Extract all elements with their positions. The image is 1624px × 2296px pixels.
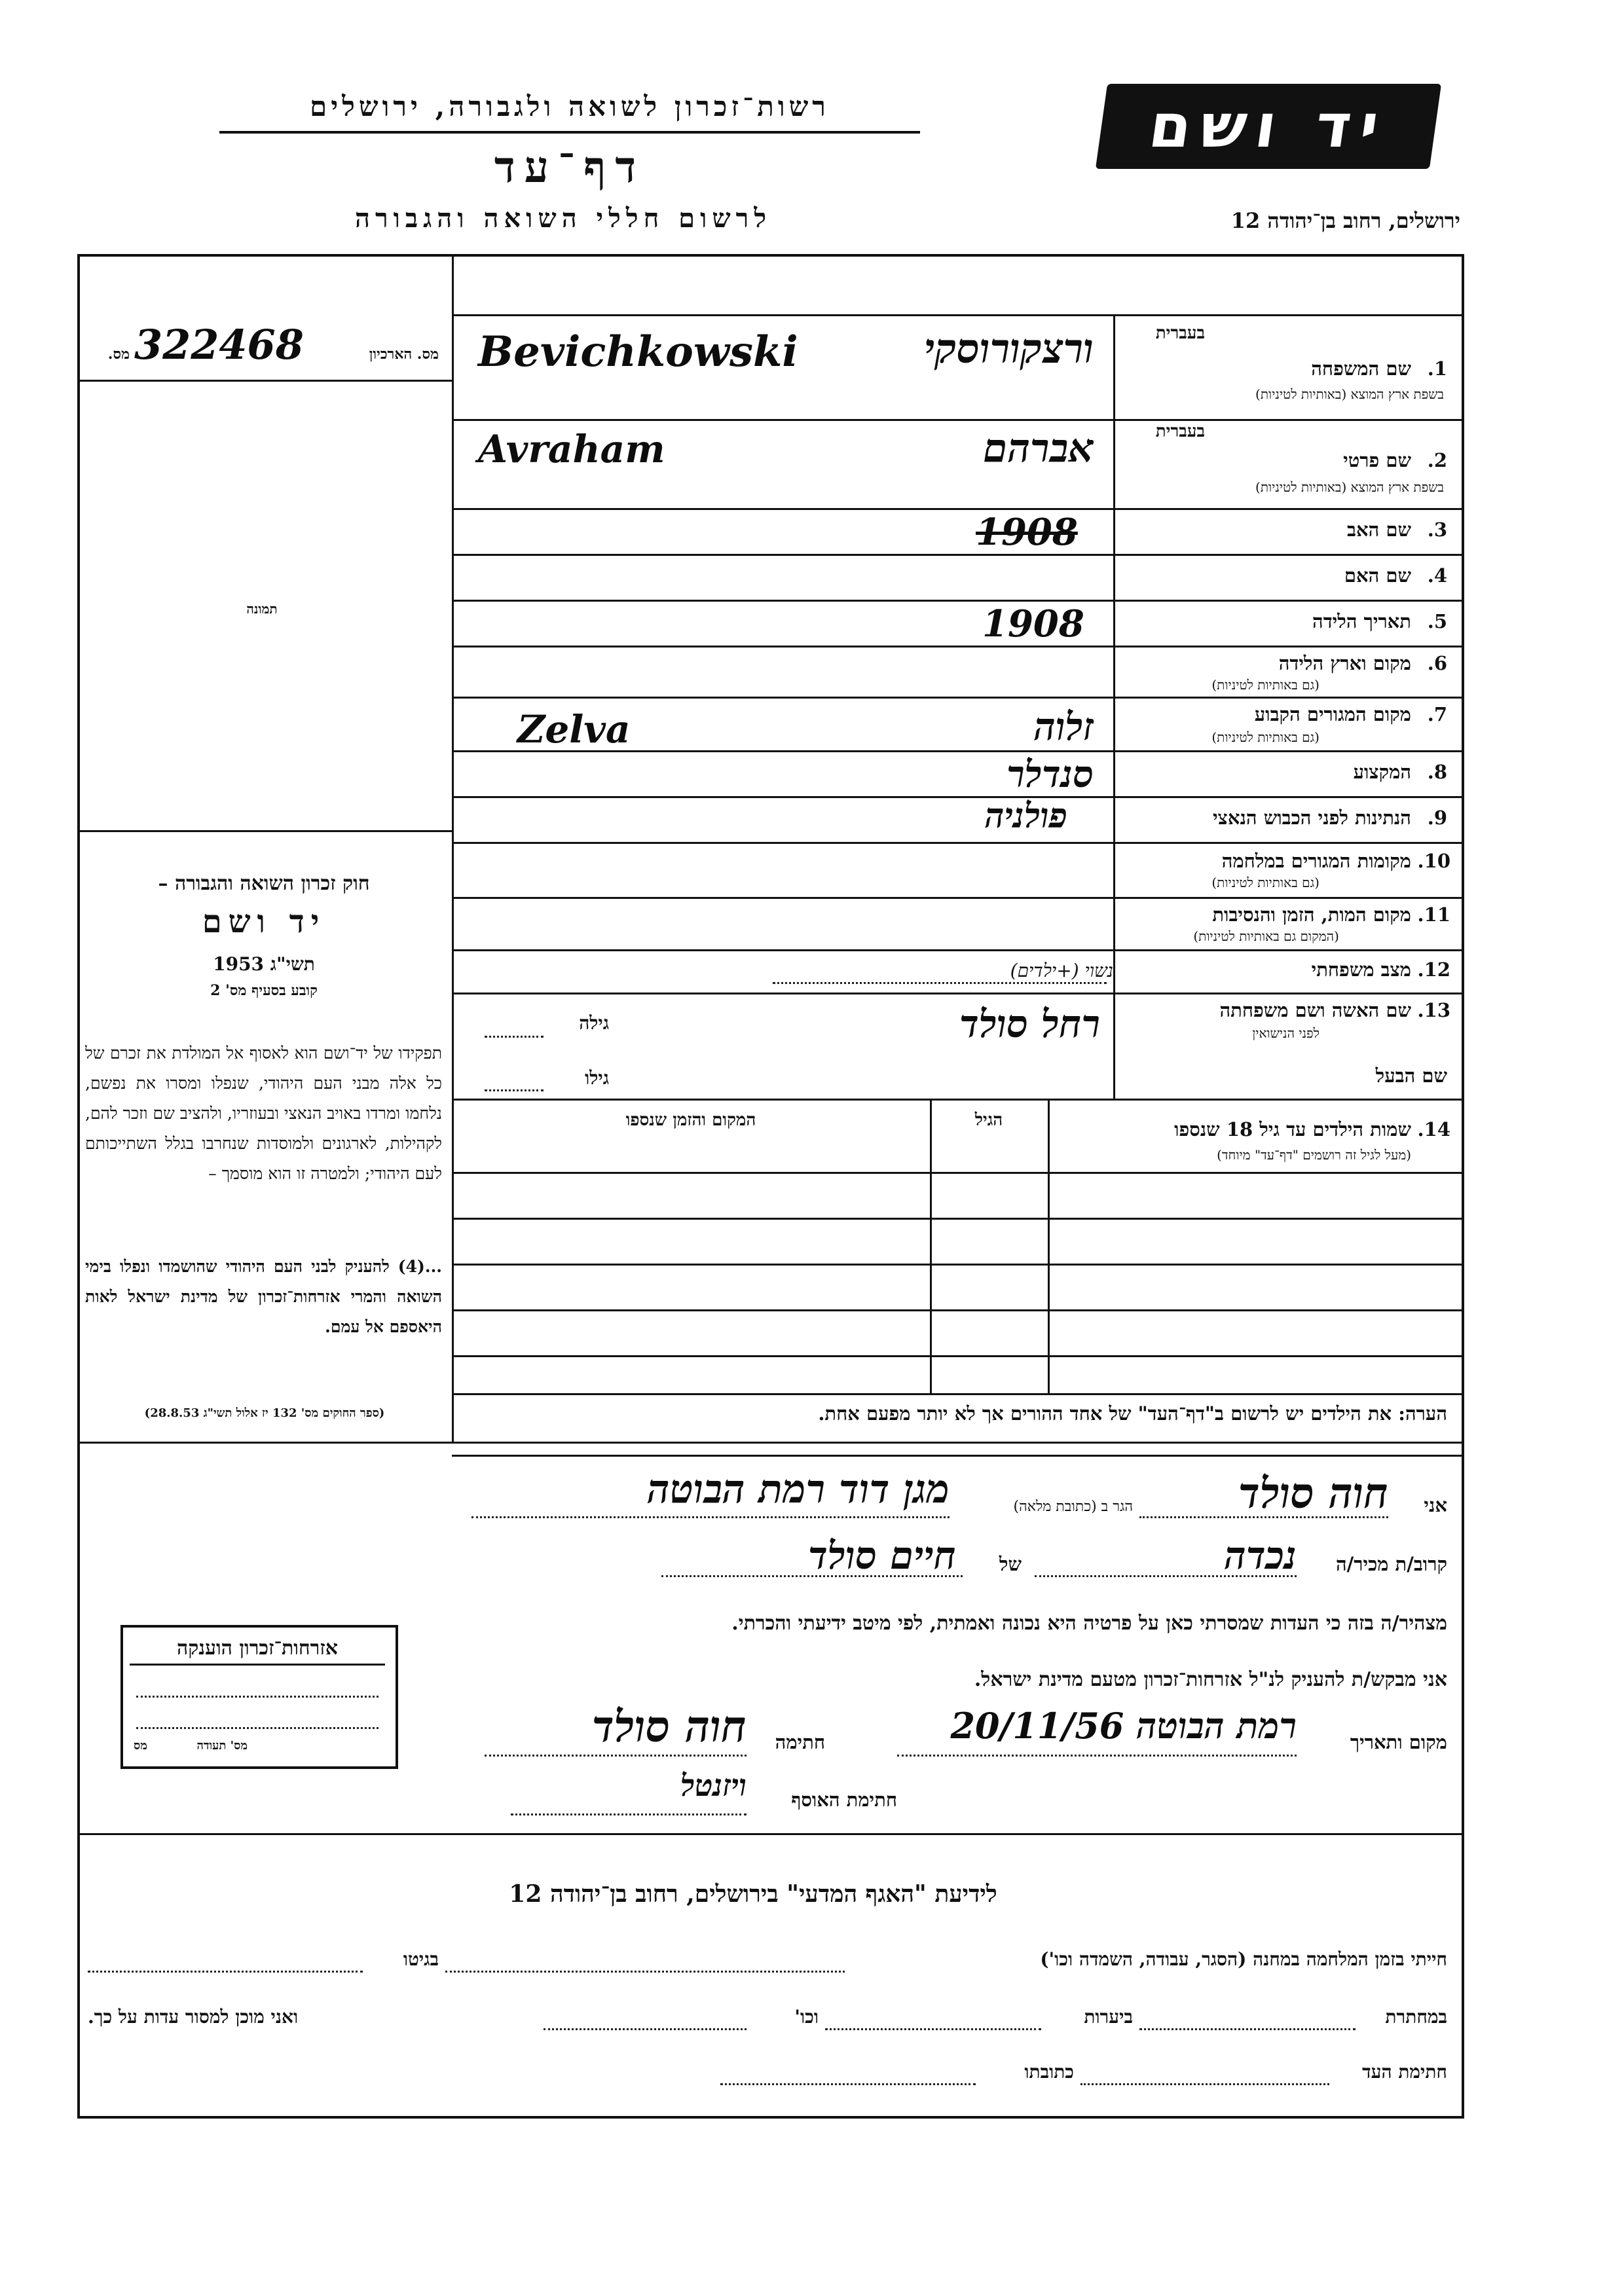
org-underline [219, 131, 920, 134]
row-line [453, 1264, 1463, 1266]
field-12-label: מצב משפחתי [1311, 958, 1411, 981]
field-1-latin-value: Bevichkowski [478, 327, 798, 376]
i-label: אני [1424, 1494, 1447, 1516]
wife-age-line [485, 1036, 544, 1038]
field-2-label: שם פרטי [1343, 449, 1411, 471]
footer-line3-b-dots [720, 2083, 976, 2085]
field-9-num: 9. [1427, 807, 1447, 829]
page-title: דף־עד [494, 141, 646, 192]
row-line [453, 1218, 1463, 1220]
of-line [661, 1575, 963, 1577]
stamp-number-label: מס' תעודה [196, 1739, 248, 1753]
row-line [453, 419, 1463, 421]
row-line [453, 1355, 1463, 1357]
field-6-sub: (גם באותיות לטיניות) [1211, 677, 1320, 693]
stamp-line [136, 1727, 378, 1729]
row-line [453, 897, 1463, 899]
field-14-num: 14. [1417, 1118, 1450, 1140]
row-line [453, 1172, 1463, 1174]
field-4-label: שם האם [1344, 564, 1411, 587]
field-1-hebrew-value: ורצקורוסקי [924, 325, 1094, 373]
field-2-latin-value: Avraham [478, 427, 665, 471]
law-source: (ספר החוקים מס' 132 יז אלול תשי"ג 28.8.53) [144, 1406, 385, 1420]
footer-line2-b: ביערות [1084, 2006, 1133, 2028]
note-text: הערה: את הילדים יש לרשום ב"דף־העד" של אחד ההורים אך לא יותר מפעם אחת. [818, 1402, 1447, 1425]
resident-value: מגן דוד רמת הבוטה [646, 1467, 950, 1512]
field-2-sub: בשפת ארץ המוצא (באותיות לטיניות) [1255, 479, 1444, 495]
col-age-header: הגיל [974, 1110, 1003, 1130]
law-year: תשי"ג 1953 [213, 953, 315, 975]
field-10-num: 10. [1417, 850, 1450, 872]
field-1-label: שם המשפחה [1311, 357, 1411, 380]
row-line [453, 1309, 1463, 1311]
relation-value: נכדה [1224, 1533, 1297, 1578]
law-title: חוק זכרון השואה והגבורה – [158, 872, 370, 895]
row-line [453, 508, 1463, 510]
signature-value: חוה סולד [591, 1701, 747, 1752]
field-13-sub: לפני הנישואין [1252, 1025, 1320, 1041]
footer-line3-a-dots [1080, 2083, 1329, 2085]
field-8-label: המקצוע [1353, 761, 1411, 783]
stamp-prefix: מס [134, 1739, 147, 1753]
row-line [453, 554, 1463, 556]
record-number-label: מס. [107, 346, 130, 363]
wife-age-label: גילה [579, 1012, 609, 1034]
collector-value: ויזנטל [680, 1768, 747, 1803]
address: ירושלים, רחוב בן־יהודה 12 [1230, 208, 1460, 233]
photo-box-line [79, 830, 453, 832]
field-5-num: 5. [1427, 610, 1447, 632]
row-line [453, 1099, 1463, 1101]
footer-line1-end: בגיטו [403, 1948, 439, 1970]
field-8-value: סנדלר [1006, 753, 1094, 796]
field-9-value: פולניה [984, 796, 1067, 836]
citizenship-stamp-box [120, 1625, 398, 1769]
hebrew-marker-2: בעברית [1155, 422, 1205, 441]
law-paragraph-2: ...(4) להעניק לבני העם היהודי שהושמדו ונפלו בימי השואה והמרי אזרחות־זכרון של מדינת ישראל לאות היאספם אל עמם. [85, 1257, 442, 1336]
field-10-label: מקומות המגורים במלחמה [1221, 850, 1411, 872]
hebrew-marker-1: בעברית [1155, 323, 1205, 343]
request-text: אני מבקש/ת להעניק לנ"ל אזרחות־זכרון מטעם מדינת ישראל. [974, 1668, 1447, 1691]
record-box-line [79, 380, 453, 382]
field-2-hebrew-value: אברהם [983, 426, 1094, 471]
row-line [453, 1393, 1463, 1395]
statement-text: מצהיר/ה בזה כי העדות שמסרתי כאן על פרטיה היא נכונה ואמתית, לפי מיטב ידיעתי והכרתי. [731, 1612, 1447, 1635]
stamp-title: אזרחות־זכרון הוענקה [130, 1637, 385, 1666]
field-14-label: שמות הילדים עד גיל 18 שנספו [1174, 1118, 1411, 1140]
footer-line1-end-dots [88, 1971, 363, 1973]
field-1-sub: בשפת ארץ המוצא (באותיות לטיניות) [1255, 386, 1444, 402]
logo-text: יד ושם [1145, 91, 1392, 161]
field-3-label: שם האב [1346, 519, 1411, 541]
record-number-value: 322468 [134, 321, 304, 369]
footer-line1-dots [445, 1971, 845, 1973]
footer-line3-a: חתימת העד [1362, 2061, 1447, 2083]
children-col-divider [1048, 1100, 1050, 1394]
footer-title: לידיעת "האגף המדעי" בירושלים, רחוב בן־יהודה 12 [509, 1880, 997, 1908]
labels-divider [1113, 314, 1115, 1099]
field-5-label: תאריך הלידה [1312, 610, 1411, 632]
law-paragraph-1: תפקידו של יד־ושם הוא לאסוף אל המולדת את זכרם של כל אלה מבני העם היהודי, שנפלו ומסרו את נפשם, נלחמו ומרדו באויב הנאצי ובעוזריו, ולהציב שם וזכר להם, לקהילות, לארגונים ולמוסדות שנחרבו בגלל השתייכותם לעם היהודי; ולמטרה זו הוא מוסמך – [85, 1044, 442, 1183]
footer-line2-d: ואני מוכן למסור עדות על כך. [88, 2006, 299, 2028]
signature-line [485, 1755, 747, 1757]
field-1-num: 1. [1427, 357, 1447, 380]
of-value: חיים סולד [807, 1533, 956, 1578]
place-date-value: רמת הבוטה 20/11/56 [950, 1705, 1297, 1747]
declaration-separator [452, 1455, 1463, 1457]
row-line [453, 993, 1463, 994]
law-name: יד ושם [202, 903, 326, 940]
field-6-num: 6. [1427, 652, 1447, 674]
children-col-divider [930, 1100, 932, 1394]
resident-label: הגר ב (כתובת מלאה) [1013, 1499, 1133, 1515]
husband-age-label: גילו [585, 1067, 609, 1089]
row-line [453, 842, 1463, 844]
i-line [1139, 1516, 1388, 1518]
field-8-num: 8. [1427, 761, 1447, 783]
relation-label: קרוב/ת מכיר/ה [1335, 1553, 1447, 1575]
row-line [453, 949, 1463, 951]
footer-separator [79, 1833, 1463, 1835]
field-13-label: שם האשה ושם משפחתה [1219, 999, 1411, 1021]
field-7-label: מקום המגורים הקבוע [1254, 703, 1411, 725]
field-13-num: 13. [1417, 999, 1450, 1021]
collector-line [511, 1813, 747, 1815]
field-2-num: 2. [1427, 449, 1447, 471]
row-line [453, 314, 1463, 316]
place-date-label: מקום ותאריך [1350, 1731, 1447, 1753]
collector-label: חתימת האוסף [791, 1789, 897, 1811]
footer-line2-c: וכו' [794, 2006, 819, 2028]
footer-line3-b: כתובתו [1024, 2061, 1074, 2083]
footer-line2-c-dots [544, 2028, 747, 2030]
resident-line [471, 1516, 950, 1518]
footer-line2-a: במחתרת [1385, 2006, 1447, 2028]
field-11-sub: (המקום גם באותיות לטיניות) [1193, 928, 1339, 944]
field-7-hebrew-value: זלוה [1033, 704, 1094, 749]
i-value: חוה סולד [1238, 1469, 1388, 1518]
field-6-label: מקום וארץ הלידה [1278, 652, 1411, 674]
field-12-value: נשוי (+ילדים) [1010, 960, 1113, 981]
field-12-num: 12. [1417, 958, 1450, 981]
archive-label: מס. הארכיון [369, 346, 439, 363]
yad-vashem-logo [1096, 84, 1441, 169]
field-11-num: 11. [1417, 903, 1450, 926]
field-3-num: 3. [1427, 519, 1447, 541]
col-place-header: המקום והזמן שנספו [625, 1110, 756, 1130]
signature-label: חתימה [775, 1731, 825, 1753]
field-7-sub: (גם באותיות לטיניות) [1211, 729, 1320, 745]
field-10-sub: (גם באותיות לטיניות) [1211, 875, 1320, 890]
footer-line2-b-dots [825, 2028, 1041, 2030]
footer-line1: חייתי בזמן המלחמה במחנה (הסגר, עבודה, השמדה וכו') [1040, 1948, 1447, 1970]
photo-label: תמונה [246, 601, 278, 617]
field-9-label: הנתינות לפני הכבוש הנאצי [1213, 807, 1411, 829]
field-3-value: 1908 [976, 511, 1078, 554]
row-line [453, 646, 1463, 647]
husband-label: שם הבעל [1375, 1065, 1447, 1087]
relation-line [1035, 1575, 1297, 1577]
field-13-value: רחל סולד [959, 1002, 1100, 1046]
stamp-line [136, 1696, 378, 1698]
law-clause: קובע בסעיף מס' 2 [210, 982, 318, 999]
org-line: רשות־זכרון לשואה ולגבורה, ירושלים [310, 90, 830, 122]
row-line [453, 600, 1463, 602]
field-7-latin-value: Zelva [517, 707, 631, 752]
row-line [453, 697, 1463, 699]
note-separator [79, 1442, 1463, 1444]
husband-age-line [485, 1089, 544, 1091]
field-12-value-line [773, 982, 1107, 984]
field-4-num: 4. [1427, 564, 1447, 587]
field-5-value: 1908 [982, 602, 1084, 646]
of-label: של [999, 1553, 1022, 1575]
page-subtitle: לרשום חללי השואה והגבורה [354, 203, 772, 234]
place-date-line [897, 1755, 1297, 1757]
footer-line2-a-dots [1139, 2028, 1356, 2030]
field-11-label: מקום המות, הזמן והנסיבות [1212, 903, 1411, 926]
field-14-sub: (מעל לגיל זה רושמים "דף־עד" מיוחד) [1217, 1147, 1411, 1163]
field-7-num: 7. [1427, 703, 1447, 725]
